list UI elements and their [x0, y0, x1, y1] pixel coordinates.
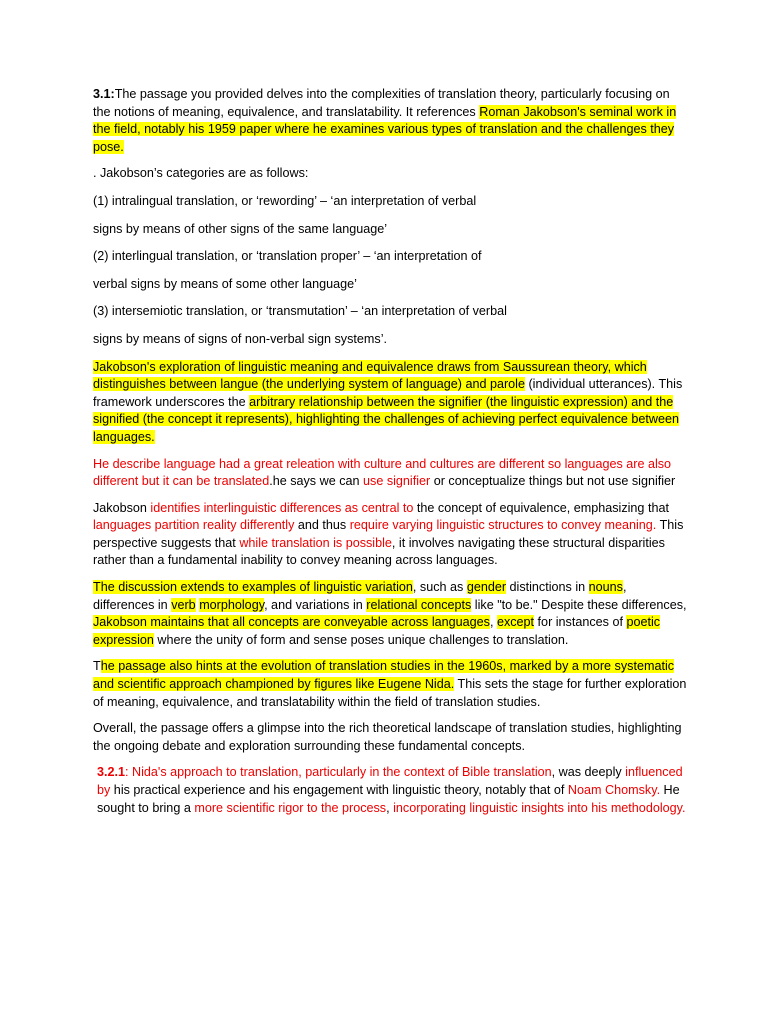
- text-run: where the unity of form and sense poses unique challenges to translation.: [153, 632, 569, 647]
- red-text: require varying linguistic structures to convey meaning.: [349, 518, 657, 533]
- red-text: He describe language had a great releation with culture and cultures are different so languages are also different but it can be translated: [93, 456, 672, 489]
- red-text: identifies interlinguistic differences as central to: [150, 500, 414, 515]
- text-run: , such as: [412, 580, 467, 595]
- text-run: ,: [489, 615, 497, 630]
- text-run: ,: [386, 800, 394, 815]
- text-run: or conceptualize things but not use signifier: [430, 474, 676, 489]
- paragraph-overall: Overall, the passage offers a glimpse into the rich theoretical landscape of translation studies, highlighting the ongoing debate and exploration surrounding these fundamental concepts.: [93, 721, 682, 753]
- section-number: 3.1:: [93, 87, 115, 101]
- paragraph-category-2b: verbal signs by means of some other language’: [93, 276, 357, 291]
- text-run: , it involves navigating these structural disparities rather than a fundamental inability to convey meaning across languages.: [93, 535, 665, 568]
- paragraph-category-1a: (1) intralingual translation, or ‘rewording’ – ‘an interpretation of verbal: [93, 193, 477, 208]
- paragraph-1960s: [93, 658, 688, 711]
- red-text: use signifier: [363, 474, 431, 489]
- text-run: distinctions in: [506, 580, 589, 595]
- paragraph-saussure: [93, 359, 688, 447]
- highlighted-text: gender: [466, 580, 507, 595]
- paragraph-categories-intro: . Jakobson’s categories are as follows:: [93, 166, 309, 181]
- paragraph-category-3b: signs by means of signs of non-verbal sign systems’.: [93, 331, 387, 346]
- red-text: more scientific rigor to the process: [194, 800, 387, 815]
- red-text: incorporating linguistic insights into his methodology.: [393, 800, 686, 815]
- text-run: , was deeply: [551, 765, 626, 780]
- red-text: Noam Chomsky.: [567, 783, 661, 797]
- text-run: like "to be." Despite these differences,: [471, 597, 687, 612]
- highlighted-text: except: [496, 615, 535, 630]
- text-run: He sought to bring a: [97, 783, 680, 815]
- text-run: This perspective suggests that: [93, 518, 684, 550]
- paragraph-category-1b: signs by means of other signs of the same language’: [93, 221, 388, 236]
- text-run: the concept of equivalence, emphasizing that: [413, 500, 669, 515]
- red-text: influenced by: [97, 765, 683, 797]
- paragraph-variation: [93, 579, 688, 649]
- red-text: while translation is possible: [239, 535, 392, 550]
- highlighted-text: morphology: [199, 597, 265, 612]
- highlighted-text: he passage also hints at the evolution of translation studies in the 1960s, marked by a more systematic and scientific approach championed by figures like Eugene Nida.: [93, 659, 675, 692]
- highlighted-text: poetic expression: [93, 615, 661, 647]
- paragraph-category-3a: (3) intersemiotic translation, or ‘transmutation’ – ‘an interpretation of verbal: [93, 304, 507, 319]
- text-run: his practical experience and his engagement with linguistic theory, notably that of: [110, 783, 568, 797]
- text-run: , and variations in: [264, 597, 367, 612]
- highlighted-text: arbitrary relationship between the signifier (the linguistic expression) and the signified (the concept it represents), highlighting the challenges of achieving perfect equivalence between languages.: [93, 394, 679, 444]
- paragraph-category-2a: (2) interlingual translation, or ‘translation proper’ – ‘an interpretation of: [93, 249, 482, 264]
- paragraph-3-1: [93, 86, 688, 156]
- highlighted-text: The discussion extends to examples of linguistic variation: [93, 580, 413, 595]
- text-run: This sets the stage for further exploration of meaning, equivalence, and translatability within the field of translation studies.: [93, 677, 687, 709]
- text-run: and thus: [294, 518, 350, 533]
- paragraph-culture: [93, 456, 688, 491]
- text-run: The passage you provided delves into the complexities of translation theory, particularly focusing on the notions of meaning, equivalence, and translatability. It references: [93, 87, 670, 119]
- highlighted-text: Jakobson maintains that all concepts are conveyable across languages: [93, 615, 490, 630]
- highlighted-text: nouns: [588, 580, 623, 595]
- paragraph-3-2-1: [93, 764, 688, 817]
- highlighted-text: verb: [171, 597, 196, 612]
- text-run: (individual utterances). This framework underscores the: [93, 377, 683, 409]
- text-run: Jakobson: [93, 500, 151, 515]
- paragraph-interlinguistic: [93, 500, 688, 570]
- section-number: 3.2.1: [97, 765, 126, 780]
- highlighted-text: Roman Jakobson's seminal work in the field, notably his 1959 paper where he examines various types of translation and the challenges they pose.: [93, 104, 677, 154]
- text-run: T: [93, 659, 101, 674]
- text-run: for instances of: [534, 615, 627, 630]
- red-text: languages partition reality differently: [93, 518, 295, 533]
- text-run: .he says we can: [269, 474, 364, 489]
- highlighted-text: Jakobson's exploration of linguistic meaning and equivalence draws from Saussurean theory, which distinguishes between langue (the underlying system of language) and parole: [93, 359, 647, 392]
- text-run: , differences in: [93, 580, 627, 612]
- red-text: : Nida's approach to translation, particularly in the context of Bible translation: [125, 765, 552, 780]
- highlighted-text: relational concepts: [366, 597, 472, 612]
